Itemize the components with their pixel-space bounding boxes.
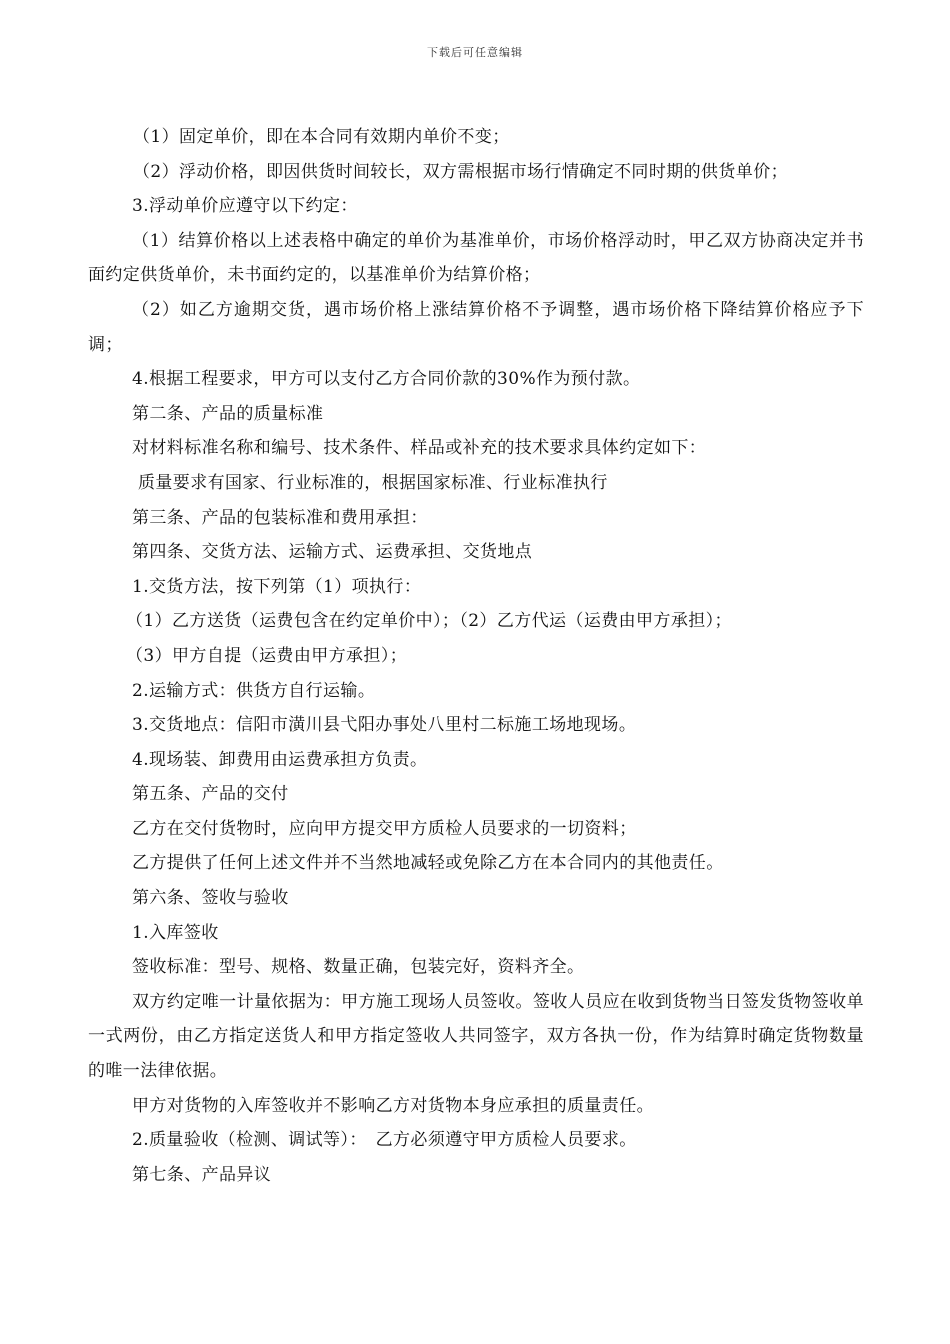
clause-late-delivery: （2）如乙方逾期交货，遇市场价格上涨结算价格不予调整，遇市场价格下降结算价格应予下调；	[88, 299, 864, 355]
clause-floating-price: （2）浮动价格，即因供货时间较长，双方需根据市场行情确定不同时期的供货单价；	[133, 161, 789, 182]
article-2-heading: 第二条、产品的质量标准	[132, 403, 324, 424]
clause-fixed-price: （1）固定单价，即在本合同有效期内单价不变；	[133, 127, 510, 147]
clause-settlement-price: （1）结算价格以上述表格中确定的单价为基准单价，市场价格浮动时，甲乙双方协商决定并书面约定供货单价，未书面约定的，以基准单价为结算价格；	[88, 230, 864, 286]
delivery-option-3: （3）甲方自提（运费由甲方承担）；	[126, 645, 408, 666]
clause-floating-rules-heading: 3.浮动单价应遵守以下约定：	[132, 196, 358, 217]
delivery-location: 3.交货地点：信阳市潢川县弋阳办事处八里村二标施工场地现场。	[132, 715, 637, 736]
delivery-documents: 乙方在交付货物时，应向甲方提交甲方质检人员要求的一切资料；	[132, 818, 637, 839]
measurement-basis: 双方约定唯一计量依据为：甲方施工现场人员签收。签收人员应在收到货物当日签发货物签收单一式两份，由乙方指定送货人和甲方指定签收人共同签字，双方各执一份，作为结算时确定货物数量的唯一法律依据。	[88, 991, 864, 1082]
quality-acceptance: 2.质量验收（检测、调试等）： 乙方必须遵守甲方质检人员要求。	[132, 1130, 637, 1151]
transport-method: 2.运输方式：供货方自行运输。	[132, 680, 376, 701]
quality-responsibility: 甲方对货物的入库签收并不影响乙方对货物本身应承担的质量责任。	[132, 1095, 654, 1116]
clause-prepayment: 4.根据工程要求，甲方可以支付乙方合同价款的30%作为预付款。	[132, 369, 641, 390]
loading-fees: 4.现场装、卸费用由运费承担方负责。	[132, 749, 428, 770]
quality-standard-requirement: 质量要求有国家、行业标准的，根据国家标准、行业标准执行	[138, 472, 608, 493]
article-7-heading: 第七条、产品异议	[132, 1164, 272, 1185]
page-header-note: 下载后可任意编辑	[427, 46, 523, 59]
delivery-method-heading: 1.交货方法，按下列第（1）项执行：	[132, 576, 422, 597]
article-5-heading: 第五条、产品的交付	[132, 784, 289, 805]
quality-standard-intro: 对材料标准名称和编号、技术条件、样品或补充的技术要求具体约定如下：	[132, 438, 707, 459]
article-4-heading: 第四条、交货方法、运输方式、运费承担、交货地点	[132, 542, 533, 563]
delivery-options-1-2: （1）乙方送货（运费包含在约定单价中）；（2）乙方代运（运费由甲方承担）；	[126, 611, 732, 632]
delivery-responsibility: 乙方提供了任何上述文件并不当然地减轻或免除乙方在本合同内的其他责任。	[132, 853, 724, 874]
receipt-standard: 签收标准：型号、规格、数量正确，包装完好，资料齐全。	[132, 957, 585, 978]
article-3-heading: 第三条、产品的包装标准和费用承担：	[132, 507, 428, 528]
article-6-heading: 第六条、签收与验收	[132, 888, 289, 909]
contract-body	[88, 120, 864, 1192]
warehouse-receipt-heading: 1.入库签收	[132, 922, 219, 943]
